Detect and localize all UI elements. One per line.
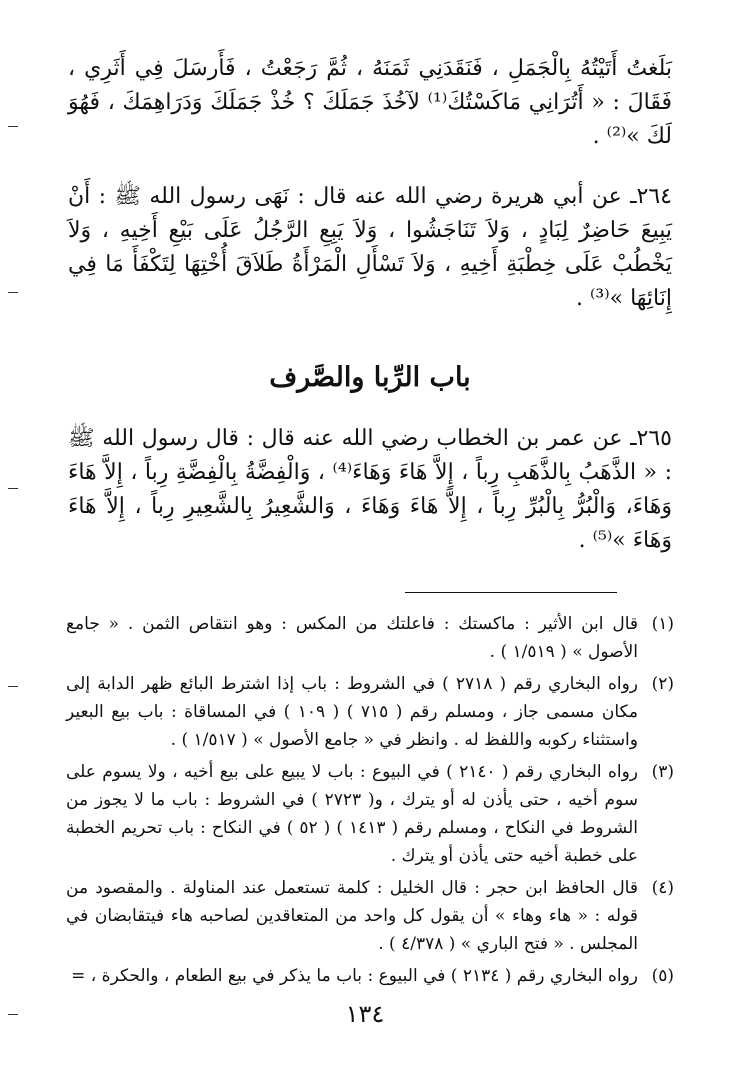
footnote-number: (٣): [651, 762, 674, 782]
chapter-title: باب الرِّبا والصَّرف: [269, 362, 471, 393]
margin-mark: [8, 292, 18, 293]
footnote-text: قال الحافظ ابن حجر : قال الخليل : كلمة تستعمل عند المناولة . والمقصود من قوله : « هاء وهاء » أن يقول كل واحد من المتعاقدين لصاحبه هاء فيتقابضان في المجلس . « فتح الباري » ( ٤/٣٧٨ ) .: [66, 878, 638, 954]
footnote-text: رواه البخاري رقم ( ٢٧١٨ ) في الشروط : باب إذا اشترط البائع ظهر الدابة إلى مكان مسمى جاز ، ومسلم رقم ( ٧١٥ ) ( ١٠٩ ) في المساقاة : باب بيع البعير واستثناء ركوبه واللفظ له . وانظر في « جامع الأصول » ( ١/٥١٧ ) .: [66, 674, 639, 750]
main-text-block-middle: [68, 180, 672, 316]
footnote-separator: [405, 592, 617, 593]
footnote-number: (٤): [651, 878, 674, 898]
paragraph-sale-continued: بَلَغتُ أَتَيْتُهُ بِالْجَمَلِ ، فَنَقَدَنِي ثَمَنَهُ ، ثُمَّ رَجَعْتُ ، فَأَرسَلَ فِي أَثَرِي ، فَقَالَ : « أَتُرَانِي مَاكَسْتُكَ⁽¹⁾ لآخُذَ جَمَلَكَ ؟ خُذْ جَمَلَكَ وَدَرَاهِمَكَ ، فَهُوَ لَكَ »⁽²⁾ .: [68, 56, 672, 149]
footnote-number: (١): [651, 614, 674, 634]
footnote-text: رواه البخاري رقم ( ٢١٤٠ ) في البيوع : باب لا يبيع على بيع أخيه ، ولا يسوم على سوم أخيه ، حتى يأذن له أو يترك ، و( ٢٧٢٣ ) في الشروط : باب ما لا يجوز من الشروط في النكاح ، ومسلم رقم ( ١٤١٣ ) ( ٥٢ ) في النكاح : باب تحريم الخطبة على خطبة أخيه حتى يأذن أو يترك .: [66, 762, 638, 866]
footnote: [66, 758, 674, 870]
footnote-text: قال ابن الأثير : ماكستك : فاعلتك من المكس : وهو انتقاص الثمن . « جامع الأصول » ( ١/٥١٩ ) .: [66, 614, 638, 662]
footnote: [66, 874, 674, 958]
paragraph-hadith-264: ٢٦٤ـ عن أبي هريرة رضي الله عنه قال : نَهَى رسول الله ﷺ : أَنْ يَبِيعَ حَاضِرٌ لِبَادٍ ، وَلاَ تَنَاجَشُوا ، وَلاَ يَبِعِ الرَّجُلُ عَلَى بَيْعِ أَخِيهِ ، وَلاَ يَخْطُبْ عَلَى خِطْبَةِ أَخِيهِ ، وَلاَ تَسْأَلِ الْمَرْأَةُ طَلاَقَ أُخْتِهَا لِتَكْفَأَ مَا فِي إِنَائِهَا »⁽³⁾ .: [68, 184, 672, 311]
footnotes: [66, 610, 674, 994]
footnote-text: رواه البخاري رقم ( ٢١٣٤ ) في البيوع : باب ما يذكر في بيع الطعام ، والحكرة ، =: [71, 966, 638, 986]
footnote-number: (٥): [651, 966, 674, 986]
margin-mark: [8, 686, 18, 687]
footnote: [66, 610, 674, 666]
main-text-block-top: [68, 52, 672, 154]
margin-mark: [8, 126, 18, 127]
main-text-block-bottom: [68, 422, 672, 558]
footnote: [66, 962, 674, 990]
footnote: [66, 670, 674, 754]
paragraph-hadith-265: ٢٦٥ـ عن عمر بن الخطاب رضي الله عنه قال : قال رسول الله ﷺ : « الذَّهَبُ بِالذَّهَبِ رِباً ، إِلاَّ هَاءَ وَهَاءَ⁽⁴⁾ ، وَالْفِضَّةُ بِالْفِضَّةِ رِباً ، إِلاَّ هَاءَ وَهَاءَ، وَالْبُرُّ بِالْبُرِّ رِباً ، إِلاَّ هَاءَ وَهَاءَ ، وَالشَّعِيرُ بِالشَّعِيرِ رِباً ، إِلاَّ هَاءَ وَهَاءَ »⁽⁵⁾ .: [68, 426, 672, 553]
margin-mark: [8, 1014, 18, 1015]
page-number: ١٣٤: [345, 1000, 385, 1028]
margin-mark: [8, 488, 18, 489]
footnote-number: (٢): [651, 674, 674, 694]
